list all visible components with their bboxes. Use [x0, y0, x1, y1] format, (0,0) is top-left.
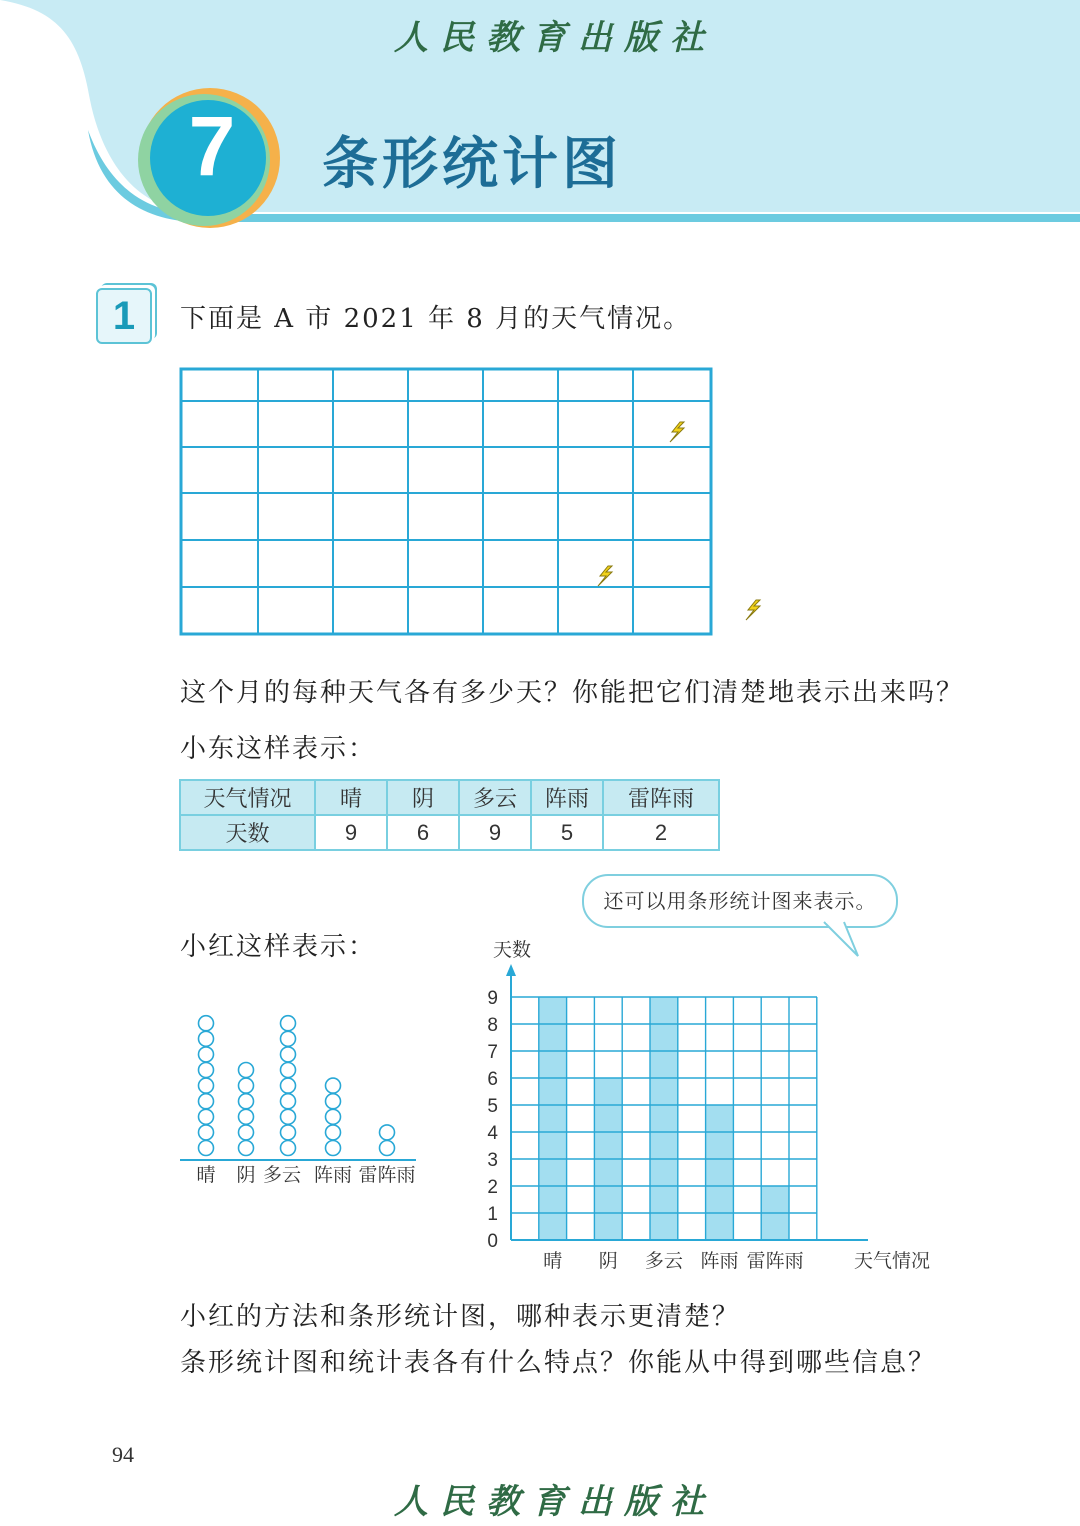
x-category-label: 晴: [543, 1250, 563, 1272]
lightning-icon: [598, 422, 760, 620]
tally-circle: [199, 1094, 214, 1109]
table-row-header: 天气情况: [180, 780, 315, 815]
bar: [706, 1105, 734, 1240]
tally-circle: [281, 1109, 296, 1124]
table-column-header: 晴: [315, 780, 387, 815]
x-category-label: 阴: [598, 1250, 618, 1272]
weather-statistics-table: [179, 779, 720, 851]
y-tick-label: 1: [487, 1204, 498, 1225]
tally-circle: [239, 1094, 254, 1109]
tally-circle: [281, 1031, 296, 1046]
bar: [539, 997, 567, 1240]
tally-circle: [380, 1141, 395, 1156]
chapter-title: 条形统计图: [322, 132, 622, 197]
tally-category-label: 雷阵雨: [358, 1164, 416, 1186]
table-row-header: 天数: [180, 815, 315, 850]
y-tick-label: 9: [487, 988, 498, 1009]
tally-category-label: 阴: [236, 1164, 256, 1186]
tally-circle: [199, 1141, 214, 1156]
y-tick-label: 5: [487, 1096, 498, 1117]
tally-circle: [326, 1109, 341, 1124]
circle-tally-chart: [176, 980, 436, 1192]
table-cell: 9: [315, 815, 387, 850]
tally-circle: [281, 1016, 296, 1031]
tally-circle: [281, 1047, 296, 1062]
chapter-number: 7: [188, 99, 236, 193]
page-number: 94: [112, 1442, 134, 1467]
y-tick-label: 8: [487, 1015, 498, 1036]
tally-circle: [239, 1109, 254, 1124]
table-cell: 9: [459, 815, 531, 850]
tally-circle: [199, 1047, 214, 1062]
tally-circle: [326, 1141, 341, 1156]
xiaodong-label: 小东这样表示：: [180, 734, 377, 764]
publisher-logo-bottom: 人民教育出版社: [394, 1482, 716, 1522]
question-number-badge: 1: [96, 288, 152, 344]
y-tick-label: 7: [487, 1042, 498, 1063]
tally-circle: [199, 1063, 214, 1078]
y-tick-label: 6: [487, 1069, 498, 1090]
tally-circle: [281, 1094, 296, 1109]
x-category-label: 多云: [644, 1250, 683, 1272]
table-cell: 5: [531, 815, 603, 850]
tally-circle: [239, 1141, 254, 1156]
followup-question-2: 条形统计图和统计表各有什么特点？你能从中得到哪些信息？: [180, 1348, 937, 1378]
y-axis-label: 天数: [492, 939, 532, 961]
x-category-label: 阵雨: [700, 1250, 739, 1272]
tally-circle: [326, 1125, 341, 1140]
table-column-header: 多云: [459, 780, 531, 815]
tally-circle: [281, 1078, 296, 1093]
tally-circle: [281, 1141, 296, 1156]
x-axis-label: 天气情况: [853, 1250, 931, 1272]
tally-category-label: 多云: [262, 1164, 302, 1186]
tally-circle: [326, 1094, 341, 1109]
table-cell: 2: [603, 815, 719, 850]
table-column-header: 阵雨: [531, 780, 603, 815]
tally-circle: [239, 1078, 254, 1093]
tally-category-label: 晴: [196, 1164, 216, 1186]
tally-circle: [199, 1078, 214, 1093]
xiaohong-label: 小红这样表示：: [180, 932, 377, 962]
tally-circle: [199, 1016, 214, 1031]
bar: [650, 997, 678, 1240]
table-column-header: 雷阵雨: [603, 780, 719, 815]
y-tick-label: 4: [487, 1123, 498, 1144]
tally-circle: [199, 1125, 214, 1140]
tally-circle: [281, 1125, 296, 1140]
tally-circle: [281, 1063, 296, 1078]
y-tick-label: 2: [487, 1177, 498, 1198]
tally-circle: [199, 1031, 214, 1046]
y-axis-arrow: [506, 964, 516, 976]
table-column-header: 阴: [387, 780, 459, 815]
publisher-logo-top: 人民教育出版社: [394, 18, 716, 58]
weather-calendar-grid: [178, 366, 778, 638]
tally-category-label: 阵雨: [313, 1164, 353, 1186]
question-prompt: 这个月的每种天气各有多少天？你能把它们清楚地表示出来吗？: [180, 678, 965, 708]
speech-bubble: 还可以用条形统计图来表示。: [582, 874, 898, 928]
tally-circle: [326, 1078, 341, 1093]
tally-circle: [199, 1109, 214, 1124]
tally-circle: [239, 1063, 254, 1078]
x-category-label: 雷阵雨: [746, 1250, 804, 1272]
bar-chart: [478, 932, 948, 1280]
y-tick-label: 3: [487, 1150, 498, 1171]
y-tick-label: 0: [487, 1231, 498, 1252]
question-intro: 下面是 A 市 2021 年 8 月的天气情况。: [180, 304, 692, 334]
followup-question-1: 小红的方法和条形统计图，哪种表示更清楚？: [180, 1302, 741, 1332]
tally-circle: [380, 1125, 395, 1140]
table-cell: 6: [387, 815, 459, 850]
tally-circle: [239, 1125, 254, 1140]
